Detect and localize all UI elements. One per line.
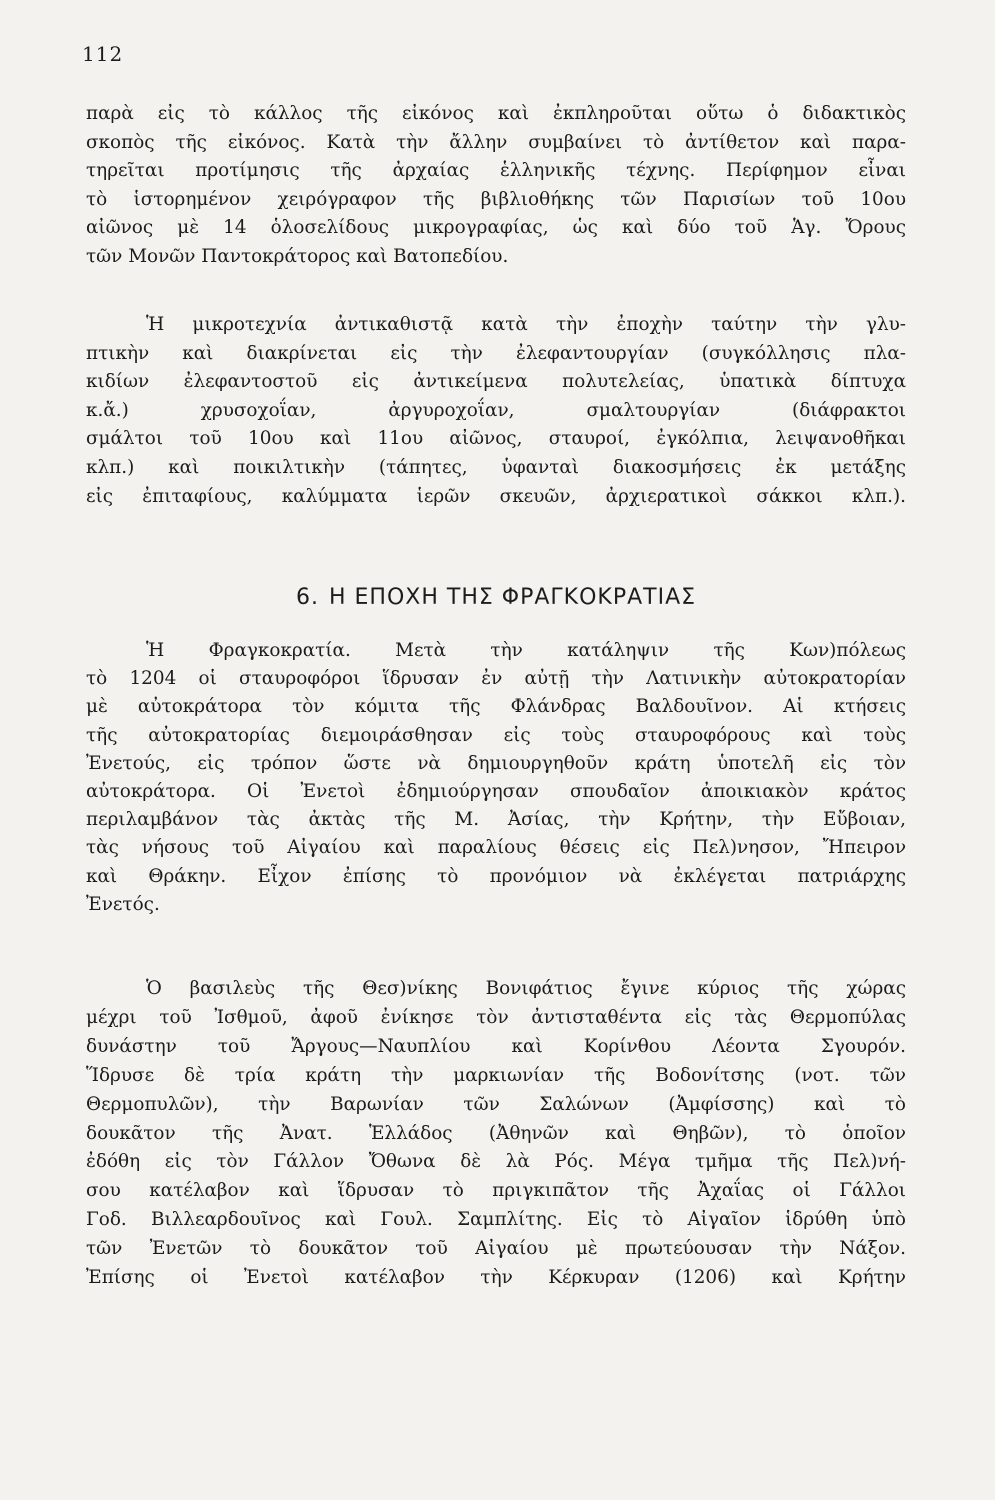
paragraph-minor-arts: [86, 311, 906, 511]
text-line: μέχρι τοῦ Ἰσθμοῦ, ἀφοῦ ἐνίκησε τὸν ἀντισταθέντα εἰς τὰς Θερμοπύλας: [86, 1006, 906, 1028]
text-line: σου κατέλαβον καὶ ἵδρυσαν τὸ πριγκιπᾶτον τῆς Ἀχαΐας οἱ Γάλλοι: [86, 1180, 906, 1202]
text-line: εἰς ἐπιταφίους, καλύμματα ἱερῶν σκευῶν, ἀρχιερατικοὶ σάκκοι κλπ.).: [86, 485, 906, 507]
paragraph-intro: [86, 100, 906, 272]
text-line: Ἡ Φραγκοκρατία. Μετὰ τὴν κατάληψιν τῆς Κων)πόλεως: [146, 640, 906, 661]
text-line: δυνάστην τοῦ Ἄργους—Ναυπλίου καὶ Κορίνθου Λέοντα Σγουρόν.: [86, 1035, 906, 1057]
text-line: τηρεῖται προτίμησις τῆς ἀρχαίας ἑλληνικῆς τέχνης. Περίφημον εἶναι: [86, 160, 906, 182]
text-line: Ἐνετούς, εἰς τρόπον ὥστε νὰ δημιουργηθοῦν κράτη ὑποτελῆ εἰς τὸν: [86, 752, 906, 774]
text-line: Γοδ. Βιλλεαρδουῖνος καὶ Γουλ. Σαμπλίτης. Εἰς τὸ Αἰγαῖον ἱδρύθη ὑπὸ: [86, 1209, 906, 1231]
section-title: Η ΕΠΟΧΗ ΤΗΣ ΦΡΑΓΚΟΚΡΑΤΙΑΣ: [328, 585, 697, 610]
text-line: τῶν Μονῶν Παντοκράτορος καὶ Βατοπεδίου.: [86, 245, 509, 267]
text-line: Ἵδρυσε δὲ τρία κράτη τὴν μαρκιωνίαν τῆς Βοδονίτσης (νοτ. τῶν: [86, 1064, 906, 1086]
text-line: ἐδόθη εἰς τὸν Γάλλον Ὄθωνα δὲ λὰ Ρός. Μέγα τμῆμα τῆς Πελ)νή-: [86, 1151, 906, 1173]
text-line: Ὁ βασιλεὺς τῆς Θεσ)νίκης Βονιφάτιος ἔγινε κύριος τῆς χώρας: [146, 978, 906, 999]
text-line: σκοπὸς τῆς εἰκόνος. Κατὰ τὴν ἄλλην συμβαίνει τὸ ἀντίθετον καὶ παρα-: [86, 131, 906, 153]
text-line: Θερμοπυλῶν), τὴν Βαρωνίαν τῶν Σαλώνων (Ἀμφίσσης) καὶ τὸ: [86, 1093, 906, 1115]
section-number: 6.: [295, 585, 319, 610]
text-line: Ἐπίσης οἱ Ἐνετοὶ κατέλαβον τὴν Κέρκυραν (1206) καὶ Κρήτην: [86, 1267, 906, 1289]
text-line: κ.ἄ.) χρυσοχοΐαν, ἀργυροχοΐαν, σμαλτουργίαν (διάφρακτοι: [86, 399, 906, 421]
text-line: μὲ αὐτοκράτορα τὸν κόμιτα τῆς Φλάνδρας Βαλδουῖνον. Αἱ κτήσεις: [86, 696, 906, 718]
paragraph-frankish-states: [86, 975, 906, 1293]
text-line: παρὰ εἰς τὸ κάλλος τῆς εἰκόνος καὶ ἐκπληροῦται οὕτω ὁ διδακτικὸς: [86, 103, 906, 124]
text-line: τὸ 1204 οἱ σταυροφόροι ἵδρυσαν ἐν αὐτῇ τὴν Λατινικὴν αὐτοκρατορίαν: [86, 668, 906, 690]
paragraph-frankish-rule: [86, 637, 906, 919]
text-line: Ἐνετός.: [86, 893, 160, 915]
text-line: τῶν Ἐνετῶν τὸ δουκᾶτον τοῦ Αἰγαίου μὲ πρωτεύουσαν τὴν Νάξον.: [86, 1238, 906, 1260]
text-line: αὐτοκράτορα. Οἱ Ἐνετοὶ ἐδημιούργησαν σπουδαῖον ἀποικιακὸν κράτος: [86, 781, 906, 803]
text-line: σμάλτοι τοῦ 10ου καὶ 11ου αἰῶνος, σταυροί, ἐγκόλπια, λειψανοθῆκαι: [86, 428, 906, 450]
text-line: περιλαμβάνον τὰς ἀκτὰς τῆς Μ. Ἀσίας, τὴν Κρήτην, τὴν Εὔβοιαν,: [86, 809, 906, 831]
section-heading: [86, 585, 906, 610]
text-line: κιδίων ἐλεφαντοστοῦ εἰς ἀντικείμενα πολυτελείας, ὑπατικὰ δίπτυχα: [86, 371, 906, 393]
text-line: πτικὴν καὶ διακρίνεται εἰς τὴν ἐλεφαντουργίαν (συγκόλλησις πλα-: [86, 342, 906, 364]
text-line: τὸ ἱστορημένον χειρόγραφον τῆς βιβλιοθήκης τῶν Παρισίων τοῦ 10ου: [86, 188, 906, 210]
text-line: τὰς νήσους τοῦ Αἰγαίου καὶ παραλίους θέσεις εἰς Πελ)νησον, Ἤπειρον: [86, 837, 906, 859]
text-line: δουκᾶτον τῆς Ἀνατ. Ἑλλάδος (Ἀθηνῶν καὶ Θηβῶν), τὸ ὁποῖον: [86, 1122, 906, 1144]
text-line: τῆς αὐτοκρατορίας διεμοιράσθησαν εἰς τοὺς σταυροφόρους καὶ τοὺς: [86, 724, 906, 746]
page-number: 112: [82, 42, 124, 66]
text-line: Ἡ μικροτεχνία ἀντικαθιστᾷ κατὰ τὴν ἐποχὴν ταύτην τὴν γλυ-: [146, 314, 906, 335]
text-line: αἰῶνος μὲ 14 ὁλοσελίδους μικρογραφίας, ὡς καὶ δύο τοῦ Ἁγ. Ὄρους: [86, 217, 906, 239]
text-line: καὶ Θράκην. Εἶχον ἐπίσης τὸ προνόμιον νὰ ἐκλέγεται πατριάρχης: [86, 865, 906, 887]
text-line: κλπ.) καὶ ποικιλτικὴν (τάπητες, ὑφανταὶ διακοσμήσεις ἐκ μετάξης: [86, 456, 906, 478]
